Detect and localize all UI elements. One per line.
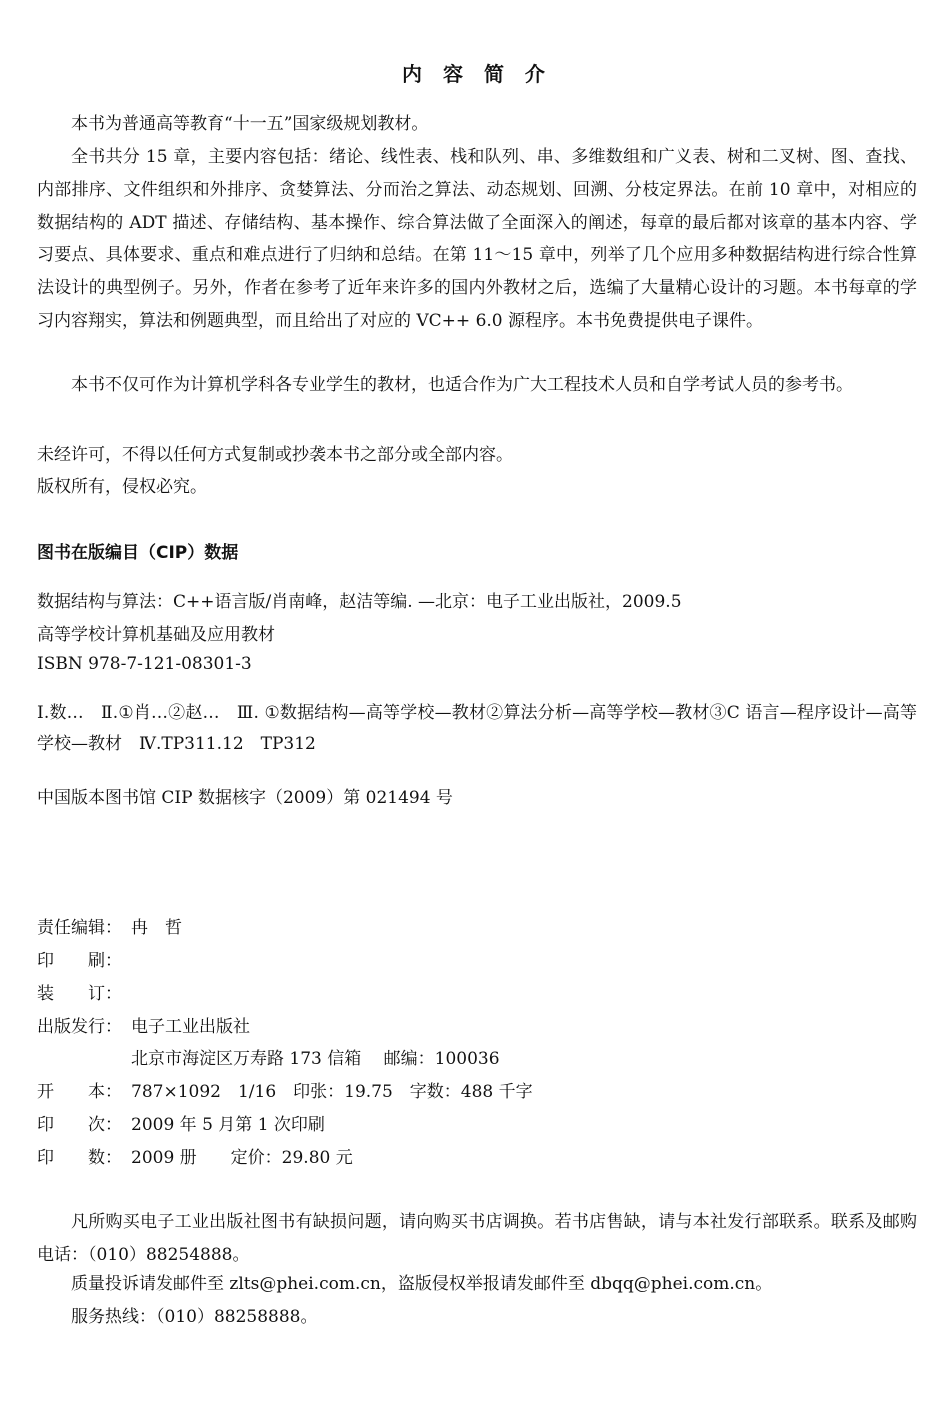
imprint-publisher-row	[37, 1012, 250, 1036]
imprint-format-row	[37, 1077, 533, 1101]
purchase-notice: 凡所购买电子工业出版社图书有缺损问题，请向购买书店调换。若书店售缺，请与本社发行部联系。联系及邮购电话：（010）88254888。	[37, 1212, 917, 1265]
copies-label: 印 数：	[37, 1148, 122, 1168]
editor-value: 冉 哲	[131, 918, 182, 938]
imprint-editor-row	[37, 913, 182, 937]
copyright-notice: 未经许可，不得以任何方式复制或抄袭本书之部分或全部内容。	[37, 445, 513, 465]
bind-label: 装 订：	[37, 984, 122, 1004]
imprint-print-row	[37, 946, 131, 970]
page-title: 内 容 简 介	[402, 62, 552, 86]
publisher-address: 北京市海淀区万寿路 173 信箱 邮编：100036	[131, 1049, 500, 1069]
service-hotline: 服务热线：（010）88258888。	[71, 1307, 318, 1327]
cip-isbn: ISBN 978-7-121-08301-3	[37, 654, 252, 674]
imprint-bind-row	[37, 979, 131, 1003]
format-value: 787×1092 1/16 印张：19.75 字数：488 千字	[131, 1082, 533, 1102]
imprint-edition-row	[37, 1110, 325, 1134]
cip-series: 高等学校计算机基础及应用教材	[37, 625, 275, 645]
rights-reserved: 版权所有，侵权必究。	[37, 477, 207, 497]
edition-value: 2009 年 5 月第 1 次印刷	[131, 1115, 325, 1135]
edition-label: 印 次：	[37, 1115, 122, 1135]
cip-record: 数据结构与算法：C++语言版/肖南峰，赵洁等编. —北京：电子工业出版社，2009.5	[37, 592, 682, 612]
cip-classification: Ⅰ.数… Ⅱ.①肖…②赵… Ⅲ. ①数据结构—高等学校—教材②算法分析—高等学校—教材③C 语言—程序设计—高等学校—教材 Ⅳ.TP311.12 TP312	[37, 703, 917, 754]
publisher-label: 出版发行：	[37, 1017, 122, 1037]
complaint-email-notice: 质量投诉请发邮件至 zlts@phei.com.cn，盗版侵权举报请发邮件至 dbqq@phei.com.cn。	[71, 1274, 773, 1294]
cip-heading: 图书在版编目（CIP）数据	[37, 543, 239, 563]
imprint-address-row	[37, 1044, 500, 1068]
copies-value: 2009 册 定价：29.80 元	[131, 1148, 353, 1168]
intro-paragraph-1: 本书为普通高等教育“十一五”国家级规划教材。	[71, 114, 429, 134]
intro-paragraph-3: 本书不仅可作为计算机学科各专业学生的教材，也适合作为广大工程技术人员和自学考试人员的参考书。	[71, 375, 853, 395]
print-label: 印 刷：	[37, 951, 122, 971]
editor-label: 责任编辑：	[37, 918, 122, 938]
cip-core-number: 中国版本图书馆 CIP 数据核字（2009）第 021494 号	[37, 788, 453, 808]
imprint-copies-row	[37, 1143, 353, 1167]
format-label: 开 本：	[37, 1082, 122, 1102]
intro-paragraph-2: 全书共分 15 章，主要内容包括：绪论、线性表、栈和队列、串、多维数组和广义表、树和二叉树、图、查找、内部排序、文件组织和外排序、贪婪算法、分而治之算法、动态规划、回溯、分枝定界法。在前 10 章中，对相应的数据结构的 ADT 描述、存储结构、基本操作、综合算法做了全面深入的阐述，每章的最后都对该章的基本内容、学习要点、具体要求、重点和难点进行了归纳和总结。在第 11～15 章中，列举了几个应用多种数据结构进行综合性算法设计的典型例子。另外，作者在参考了近年来许多的国内外教材之后，选编了大量精心设计的习题。本书每章的学习内容翔实，算法和例题典型，而且给出了对应的 VC++ 6.0 源程序。本书免费提供电子课件。	[37, 147, 917, 331]
publisher-value: 电子工业出版社	[131, 1017, 250, 1037]
